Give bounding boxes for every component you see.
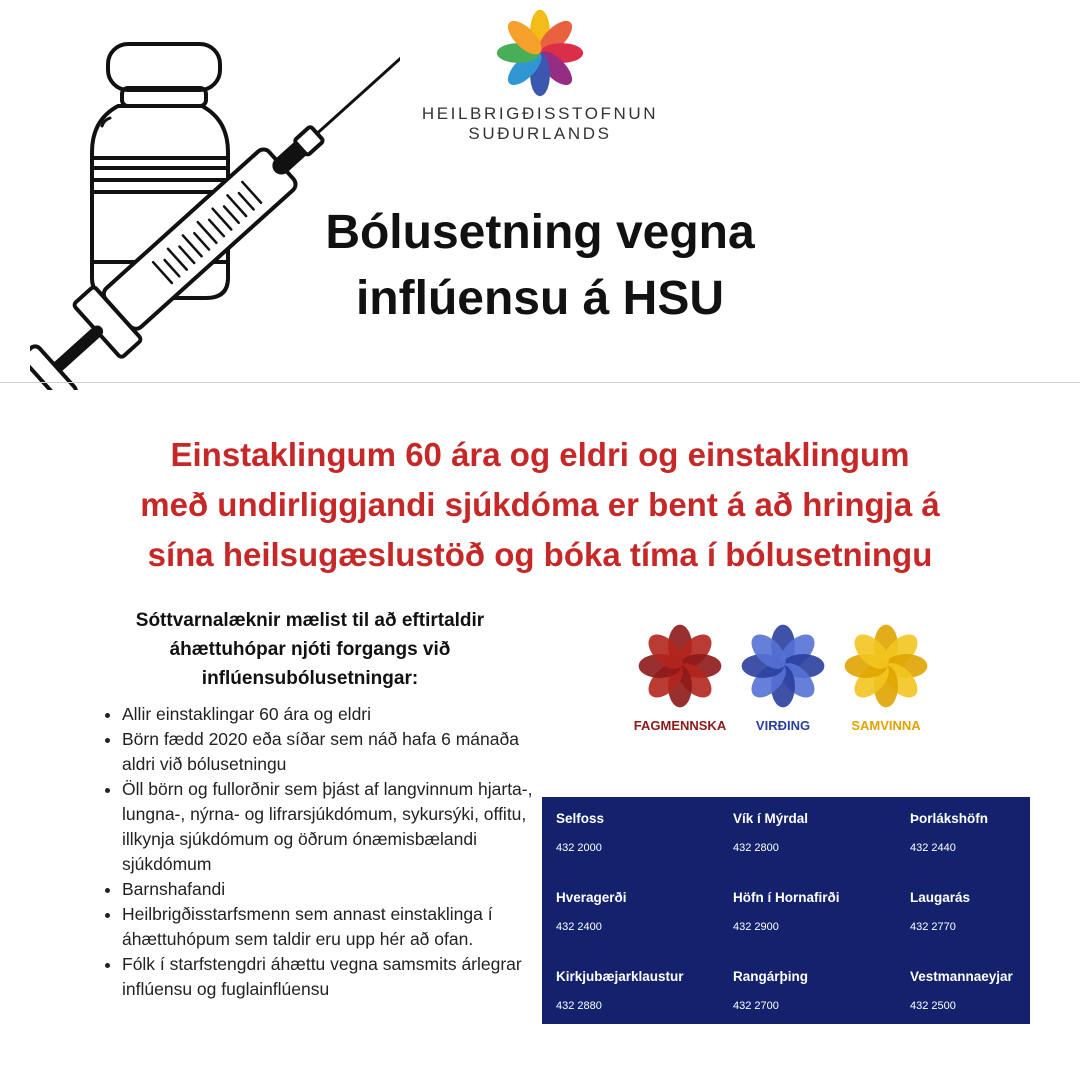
health-centre-contacts [542,797,1030,1024]
list-item: • Allir einstaklingar 60 ára og eldri [122,702,552,727]
org-name-line1: HEILBRIGÐISSTOFNUN [421,104,659,123]
booking-notice [40,430,1040,580]
station-name: Hveragerði [556,890,627,905]
notice-line2: með undirliggjandi sjúkdóma er bent á að hringja á [140,486,940,523]
station-vestmannaeyjar [910,969,1070,1012]
value-label: VIRÐING [755,718,811,733]
station-phone: 432 2440 [910,842,956,854]
station-rangarthing [733,969,893,1012]
station-thorlakshofn [910,811,1070,854]
list-item: • Fólk í starfstengdri áhættu vegna samsmits árlegrar inflúensu og fuglainflúensu [122,952,552,1002]
value-samvinna [836,620,936,733]
notice-line1: Einstaklingum 60 ára og eldri og einstaklingum [170,436,910,473]
station-vik [733,811,893,854]
value-label: SAMVINNA [851,718,921,733]
yellow-flower-icon [840,620,932,712]
station-phone: 432 2700 [733,1000,779,1012]
core-values [630,620,950,740]
list-item: • Barnshafandi [122,877,552,902]
station-phone: 432 2500 [910,1000,956,1012]
station-phone: 432 2770 [910,921,956,933]
station-name: Kirkjubæjarklaustur [556,969,684,984]
list-item: • Heilbrigðisstarfsmenn sem annast einstaklinga í áhættuhópum sem taldir eru upp hér að ofan. [122,902,552,952]
notice-line3: sína heilsugæslustöð og bóka tíma í bólusetningu [147,536,933,573]
station-phone: 432 2900 [733,921,779,933]
risk-groups-heading [80,606,540,693]
red-flower-icon [634,620,726,712]
page-title [240,200,840,332]
station-name: Rangárþing [733,969,809,984]
risk-groups-list [100,702,552,1002]
hsu-flower-logo [495,8,585,98]
station-name: Vestmannaeyjar [910,969,1013,984]
station-hveragerdi [556,890,716,933]
org-name-line2: SUÐURLANDS [468,124,612,143]
station-hofn [733,890,893,933]
heading-line3: inflúensubólusetningar: [201,668,419,689]
station-phone: 432 2800 [733,842,779,854]
station-name: Selfoss [556,811,605,826]
header-divider [0,382,1080,383]
station-name: Vík í Mýrdal [733,811,809,826]
station-phone: 432 2400 [556,921,602,933]
title-line2: inflúensu á HSU [355,272,725,325]
heading-line2: áhættuhópar njóti forgangs við [169,639,451,660]
station-name: Þorlákshöfn [910,811,989,826]
value-label: FAGMENNSKA [633,718,727,733]
blue-flower-icon [737,620,829,712]
list-item: • Öll börn og fullorðnir sem þjást af langvinnum hjarta-, lungna-, nýrna- og lifrarsjúkdómum, sykursýki, offitu, illkynja sjúkdómum og öðrum ónæmisbælandi sjúkdómum [122,777,552,877]
organization-name [400,104,680,144]
station-name: Höfn í Hornafirði [733,890,840,905]
station-laugaras [910,890,1070,933]
value-virding [733,620,833,733]
value-fagmennska [630,620,730,733]
title-line1: Bólusetning vegna [325,206,755,259]
station-phone: 432 2000 [556,842,602,854]
station-selfoss [556,811,716,854]
list-item: • Börn fædd 2020 eða síðar sem náð hafa 6 mánaða aldri við bólusetningu [122,727,552,777]
heading-line1: Sóttvarnalæknir mælist til að eftirtaldir [135,610,485,631]
station-kirkjubaejarklaustur [556,969,716,1012]
station-phone: 432 2880 [556,1000,602,1012]
station-name: Laugarás [910,890,971,905]
